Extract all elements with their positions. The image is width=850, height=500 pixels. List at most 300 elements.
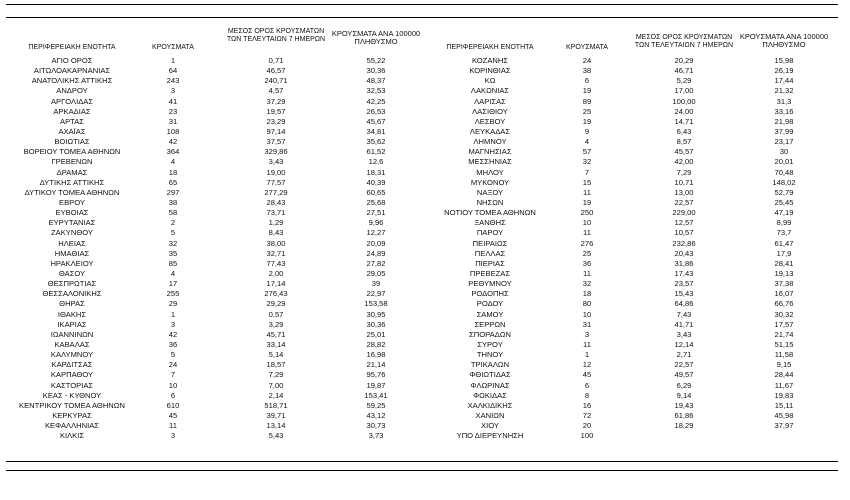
cell-cases-right: 24	[582, 56, 592, 65]
cell-per100k-left: 40,39	[366, 177, 386, 187]
header-avg-left-line1: ΜΕΣΟΣ ΟΡΟΣ ΚΡΟΥΣΜΑΤΩΝ	[227, 28, 325, 35]
cell-region-right: ΚΟΡΙΝΘΙΑΣ	[469, 66, 511, 76]
cell-avg-left: 3,29	[268, 319, 284, 329]
cell-per100k-left: 22,97	[366, 289, 386, 299]
cell-cases-right: 25	[582, 106, 592, 116]
cell-avg-right: 12,14	[674, 339, 694, 349]
cell-per100k-left: 28,82	[366, 339, 386, 349]
cell-region-right: ΜΑΓΝΗΣΙΑΣ	[468, 147, 512, 157]
cell-per100k-right: 37,97	[774, 421, 794, 431]
cell-region-right: ΠΙΕΡΙΑΣ	[475, 258, 505, 268]
table-row	[0, 66, 850, 76]
cell-region-right: ΚΩ	[484, 76, 496, 86]
cell-cases-right: 11	[583, 268, 591, 278]
cell-cases-left: 11	[169, 421, 177, 431]
cell-cases-left: 42	[168, 137, 178, 147]
table-row	[0, 421, 850, 431]
cell-region-right: ΚΟΖΑΝΗΣ	[471, 56, 509, 65]
cell-region-left: ΕΥΡΥΤΑΝΙΑΣ	[48, 218, 96, 228]
cell-region-left: ΚΑΡΔΙΤΣΑΣ	[51, 360, 93, 370]
cell-per100k-left: 26,53	[366, 106, 386, 116]
cell-cases-left: 243	[166, 76, 180, 86]
cell-region-left: ΙΚΑΡΙΑΣ	[57, 319, 87, 329]
cell-cases-right: 10	[582, 218, 592, 228]
cell-avg-right: 6,29	[676, 380, 692, 390]
header-top-rule	[6, 17, 838, 18]
cell-region-left: ΑΙΤΩΛΟΑΚΑΡΝΑΝΙΑΣ	[33, 66, 111, 76]
cell-cases-right: 45	[582, 370, 592, 380]
cell-cases-right: 7	[584, 167, 590, 177]
cell-cases-left: 85	[168, 258, 178, 268]
header-cases-left: ΚΡΟΥΣΜΑΤΑ	[152, 44, 194, 51]
header-per100k-right	[726, 33, 842, 49]
cell-region-left: ΑΓΙΟ ΟΡΟΣ	[51, 56, 93, 65]
cell-per100k-right: 21,74	[774, 329, 794, 339]
cell-per100k-left: 42,25	[366, 96, 386, 106]
cell-region-right: ΝΑΞΟΥ	[476, 187, 504, 197]
cell-avg-right: 5,29	[676, 76, 692, 86]
cell-cases-left: 4	[170, 157, 176, 167]
cell-cases-right: 19	[582, 197, 592, 207]
table-row	[0, 320, 850, 330]
table-row	[0, 218, 850, 228]
cell-cases-right: 80	[582, 299, 592, 309]
cell-cases-right: 12	[582, 360, 592, 370]
cell-avg-left: 2,00	[268, 268, 284, 278]
cell-per100k-right: 16,07	[774, 289, 794, 299]
cell-avg-left: 37,57	[266, 137, 286, 147]
cell-avg-left: 0,71	[268, 56, 284, 65]
cell-cases-left: 64	[168, 66, 178, 76]
cell-region-right: ΣΥΡΟΥ	[477, 339, 503, 349]
cell-region-left: ΑΡΓΟΛΙΔΑΣ	[50, 96, 94, 106]
cell-avg-right: 17,00	[674, 86, 694, 96]
cell-cases-right: 32	[582, 157, 592, 167]
cell-region-left: ΘΕΣΠΡΩΤΙΑΣ	[47, 279, 97, 289]
cell-region-right: ΜΕΣΣΗΝΙΑΣ	[468, 157, 512, 167]
table-row	[0, 56, 850, 66]
cell-avg-right: 7,43	[676, 309, 692, 319]
cell-avg-left: 2,14	[268, 390, 284, 400]
cell-avg-left: 5,14	[268, 350, 284, 360]
cell-avg-left: 4,57	[268, 86, 284, 96]
cell-per100k-left: 39	[371, 279, 381, 289]
table-row	[0, 360, 850, 370]
cell-cases-left: 18	[168, 167, 178, 177]
cell-avg-left: 13,14	[266, 421, 286, 431]
header-per100k-left-line2: ΠΛΗΘΥΣΜΟ	[354, 37, 398, 46]
table-row	[0, 228, 850, 238]
cell-avg-left: 32,71	[266, 248, 286, 258]
cell-cases-left: 3	[170, 86, 176, 96]
cell-region-left: ΑΧΑΪΑΣ	[58, 126, 86, 136]
cell-per100k-left: 32,53	[366, 86, 386, 96]
cell-per100k-right: 45,98	[774, 410, 794, 420]
cell-region-right: ΤΗΝΟΥ	[476, 350, 504, 360]
cell-cases-left: 6	[170, 390, 176, 400]
cell-per100k-left: 9,96	[368, 218, 384, 228]
cell-cases-right: 38	[582, 66, 592, 76]
table-row	[0, 391, 850, 401]
cell-cases-right: 9	[584, 126, 590, 136]
table-row	[0, 137, 850, 147]
cell-cases-right: 25	[582, 248, 592, 258]
bottom-rule-1	[6, 461, 838, 462]
cell-cases-right: 32	[582, 279, 592, 289]
cell-region-left: ΗΡΑΚΛΕΙΟΥ	[50, 258, 94, 268]
table-row	[0, 157, 850, 167]
cell-avg-left: 3,43	[268, 157, 284, 167]
cell-region-right: ΠΕΙΡΑΙΩΣ	[472, 238, 508, 248]
cell-per100k-left: 30,36	[366, 66, 386, 76]
cell-per100k-right: 25,45	[774, 197, 794, 207]
table-row	[0, 168, 850, 178]
cell-per100k-left: 24,89	[366, 248, 386, 258]
cell-region-left: ΚΑΣΤΟΡΙΑΣ	[50, 380, 94, 390]
table-row	[0, 279, 850, 289]
bottom-rule-2	[6, 470, 838, 471]
cell-avg-right: 23,57	[674, 279, 694, 289]
table-row	[0, 249, 850, 259]
cell-per100k-left: 18,31	[366, 167, 386, 177]
cell-avg-left: 28,43	[266, 197, 286, 207]
cell-region-right: ΦΩΚΙΔΑΣ	[473, 390, 507, 400]
cell-per100k-left: 34,81	[366, 126, 386, 136]
table-row	[0, 259, 850, 269]
cell-region-left: ΚΙΛΚΙΣ	[59, 431, 85, 441]
table-row	[0, 350, 850, 360]
cell-per100k-right: 15,11	[774, 400, 794, 410]
header-per100k-left	[318, 30, 434, 46]
cell-cases-right: 8	[584, 390, 590, 400]
cell-avg-right: 17,43	[674, 268, 694, 278]
cell-per100k-left: 59,25	[366, 400, 386, 410]
cell-region-left: ΑΡΚΑΔΙΑΣ	[53, 106, 91, 116]
table-row	[0, 107, 850, 117]
cell-avg-left: 97,14	[266, 126, 286, 136]
cell-region-right: ΝΟΤΙΟΥ ΤΟΜΕΑ ΑΘΗΝΩΝ	[444, 208, 536, 218]
cell-region-left: ΘΗΡΑΣ	[59, 299, 85, 309]
cell-cases-left: 3	[170, 319, 176, 329]
cell-cases-left: 297	[166, 187, 180, 197]
cell-cases-left: 42	[168, 329, 178, 339]
cell-region-right: ΛΗΜΝΟΥ	[473, 137, 507, 147]
cell-cases-right: 19	[582, 86, 592, 96]
cell-region-left: ΚΑΒΑΛΑΣ	[54, 339, 90, 349]
cell-region-left: ΔΥΤΙΚΟΥ ΤΟΜΕΑ ΑΘΗΝΩΝ	[24, 187, 120, 197]
cell-avg-right: 42,00	[674, 157, 694, 167]
cell-per100k-right: 28,44	[774, 370, 794, 380]
cell-avg-right: 22,57	[674, 197, 694, 207]
cell-cases-left: 255	[166, 289, 180, 299]
cell-region-right: ΣΕΡΡΩΝ	[474, 319, 506, 329]
cell-region-right: ΞΑΝΘΗΣ	[474, 218, 506, 228]
cell-per100k-left: 153,41	[364, 390, 388, 400]
cell-per100k-right: 73,7	[776, 228, 792, 238]
cell-avg-left: 1,29	[268, 218, 284, 228]
cell-region-right: ΝΗΣΩΝ	[476, 197, 504, 207]
cell-region-right: ΦΛΩΡΙΝΑΣ	[470, 380, 510, 390]
table-row	[0, 289, 850, 299]
cell-cases-left: 5	[170, 228, 176, 238]
cell-per100k-right: 23,17	[774, 137, 794, 147]
cell-avg-right: 232,86	[672, 238, 696, 248]
cell-avg-right: 46,71	[674, 66, 694, 76]
cell-per100k-right: 33,16	[774, 106, 794, 116]
cell-region-left: ΑΡΤΑΣ	[60, 116, 84, 126]
cell-region-left: ΗΜΑΘΙΑΣ	[54, 248, 90, 258]
table-row	[0, 97, 850, 107]
cell-cases-left: 17	[168, 279, 178, 289]
cell-per100k-right: 11,58	[774, 350, 794, 360]
cell-avg-left: 19,00	[266, 167, 286, 177]
cell-per100k-left: 95,76	[366, 370, 386, 380]
cell-avg-right: 19,43	[674, 400, 694, 410]
cell-avg-left: 46,57	[266, 66, 286, 76]
cell-region-right: ΛΕΣΒΟΥ	[474, 116, 506, 126]
cell-cases-right: 3	[584, 329, 590, 339]
cell-per100k-left: 16,98	[366, 350, 386, 360]
cell-per100k-left: 3,73	[368, 431, 384, 441]
cell-avg-left: 29,29	[266, 299, 286, 309]
cell-region-right: ΜΥΚΟΝΟΥ	[470, 177, 510, 187]
cell-per100k-left: 21,14	[366, 360, 386, 370]
cell-cases-left: 41	[168, 96, 178, 106]
cell-avg-right: 100,00	[672, 96, 696, 106]
cell-cases-right: 72	[582, 410, 592, 420]
cell-cases-left: 65	[168, 177, 178, 187]
cell-region-right: ΡΟΔΟΠΗΣ	[471, 289, 509, 299]
cell-region-left: ΚΑΛΥΜΝΟΥ	[50, 350, 94, 360]
cell-cases-left: 610	[166, 400, 180, 410]
cell-cases-right: 276	[580, 238, 594, 248]
cell-cases-right: 31	[582, 319, 592, 329]
table-row	[0, 340, 850, 350]
cell-avg-left: 23,29	[266, 116, 286, 126]
cell-per100k-right: 37,99	[774, 126, 794, 136]
cell-avg-left: 73,71	[266, 208, 286, 218]
cell-per100k-right: 66,76	[774, 299, 794, 309]
cell-avg-right: 45,57	[674, 147, 694, 157]
cell-region-left: ΑΝΑΤΟΛΙΚΗΣ ΑΤΤΙΚΗΣ	[31, 76, 113, 86]
cell-cases-left: 35	[168, 248, 178, 258]
table-row	[0, 370, 850, 380]
cell-per100k-right: 11,67	[774, 380, 794, 390]
cell-cases-left: 2	[170, 218, 176, 228]
cell-avg-left: 37,29	[266, 96, 286, 106]
cell-region-right: ΛΑΣΙΘΙΟΥ	[472, 106, 508, 116]
cell-per100k-right: 148,02	[772, 177, 796, 187]
cell-avg-left: 0,57	[268, 309, 284, 319]
cell-region-left: ΓΡΕΒΕΝΩΝ	[51, 157, 93, 167]
cell-region-left: ΑΝΔΡΟΥ	[56, 86, 88, 96]
cell-cases-left: 1	[170, 56, 176, 65]
cell-avg-right: 2,71	[676, 350, 692, 360]
cell-per100k-left: 35,62	[366, 137, 386, 147]
cell-cases-left: 38	[168, 197, 178, 207]
cell-avg-right: 229,00	[672, 208, 696, 218]
cell-cases-left: 10	[168, 380, 178, 390]
cell-per100k-left: 60,65	[366, 187, 386, 197]
cell-per100k-right: 30,32	[774, 309, 794, 319]
cell-per100k-left: 43,12	[366, 410, 386, 420]
cell-per100k-left: 61,52	[366, 147, 386, 157]
cell-per100k-right: 70,48	[774, 167, 794, 177]
cell-per100k-right: 17,57	[774, 319, 794, 329]
table-row	[0, 76, 850, 86]
cell-region-right: ΣΠΟΡΑΔΩΝ	[469, 329, 511, 339]
data-table	[0, 56, 850, 441]
cell-region-left: ΚΕΑΣ - ΚΥΘΝΟΥ	[42, 390, 102, 400]
cell-per100k-right: 19,83	[774, 390, 794, 400]
cell-cases-right: 11	[583, 339, 591, 349]
cell-region-right: ΛΕΥΚΑΔΑΣ	[469, 126, 511, 136]
cell-per100k-right: 21,32	[774, 86, 794, 96]
cell-region-right: ΜΗΛΟΥ	[476, 167, 504, 177]
cell-per100k-right: 51,15	[774, 339, 794, 349]
cell-region-left: ΗΛΕΙΑΣ	[58, 238, 86, 248]
table-row	[0, 269, 850, 279]
table-row	[0, 431, 850, 441]
cell-per100k-right: 30	[779, 147, 789, 157]
cell-cases-right: 11	[583, 228, 591, 238]
cell-avg-left: 77,57	[266, 177, 286, 187]
cell-cases-right: 100	[580, 431, 594, 441]
table-row	[0, 147, 850, 157]
table-row	[0, 401, 850, 411]
cell-per100k-left: 48,37	[366, 76, 386, 86]
cell-cases-left: 5	[170, 350, 176, 360]
table-row	[0, 198, 850, 208]
cell-avg-right: 6,43	[676, 126, 692, 136]
cell-region-left: ΔΡΑΜΑΣ	[56, 167, 88, 177]
cell-per100k-left: 12,27	[366, 228, 386, 238]
cell-avg-left: 329,86	[264, 147, 288, 157]
cell-per100k-left: 55,22	[366, 56, 386, 65]
cell-cases-right: 11	[583, 187, 591, 197]
cell-cases-right: 16	[582, 400, 592, 410]
cell-cases-left: 3	[170, 431, 176, 441]
cell-per100k-left: 30,73	[366, 421, 386, 431]
cell-region-left: ΔΥΤΙΚΗΣ ΑΤΤΙΚΗΣ	[39, 177, 105, 187]
cell-cases-left: 4	[170, 268, 176, 278]
cell-per100k-left: 153,58	[364, 299, 388, 309]
cell-avg-right: 20,29	[674, 56, 694, 65]
cell-region-right: ΠΡΕΒΕΖΑΣ	[469, 268, 511, 278]
cell-region-right: ΠΕΛΛΑΣ	[474, 248, 506, 258]
table-row	[0, 117, 850, 127]
cell-per100k-left: 20,09	[366, 238, 386, 248]
header-per100k-left-line1: ΚΡΟΥΣΜΑΤΑ ΑΝΑ 100000	[331, 29, 421, 38]
cell-avg-left: 277,29	[264, 187, 288, 197]
header-region-right: ΠΕΡΙΦΕΡΕΙΑΚΗ ΕΝΟΤΗΤΑ	[446, 44, 534, 51]
cell-cases-left: 36	[168, 339, 178, 349]
cell-avg-left: 17,14	[266, 279, 286, 289]
cell-region-right: ΣΑΜΟΥ	[476, 309, 504, 319]
cell-region-left: ΕΒΡΟΥ	[59, 197, 85, 207]
cell-per100k-left: 19,87	[366, 380, 386, 390]
cell-cases-right: 57	[582, 147, 592, 157]
cell-region-left: ΚΕΡΚΥΡΑΣ	[52, 410, 92, 420]
cell-region-left: ΚΕΝΤΡΙΚΟΥ ΤΟΜΕΑ ΑΘΗΝΩΝ	[19, 400, 125, 410]
cell-cases-right: 6	[584, 76, 590, 86]
cell-per100k-right: 17,9	[776, 248, 792, 258]
cell-per100k-left: 25,01	[366, 329, 386, 339]
cell-region-left: ΚΕΦΑΛΛΗΝΙΑΣ	[44, 421, 100, 431]
cell-avg-left: 5,43	[268, 431, 284, 441]
header-cases-right: ΚΡΟΥΣΜΑΤΑ	[566, 44, 608, 51]
cell-region-right: ΧΑΛΚΙΔΙΚΗΣ	[467, 400, 513, 410]
cell-cases-right: 89	[582, 96, 592, 106]
cell-region-left: ΖΑΚΥΝΘΟΥ	[51, 228, 93, 238]
cell-region-right: ΛΑΚΩΝΙΑΣ	[470, 86, 510, 96]
cell-avg-right: 18,29	[674, 421, 694, 431]
cell-avg-right: 8,57	[676, 137, 692, 147]
cell-avg-right: 64,86	[674, 299, 694, 309]
cell-per100k-right: 47,19	[774, 208, 794, 218]
cell-avg-left: 276,43	[264, 289, 288, 299]
cell-per100k-right: 8,99	[776, 218, 792, 228]
table-row	[0, 178, 850, 188]
cell-cases-right: 4	[584, 137, 590, 147]
cell-region-left: ΕΥΒΟΙΑΣ	[55, 208, 89, 218]
cell-per100k-right: 52,79	[774, 187, 794, 197]
cell-cases-left: 23	[168, 106, 178, 116]
cell-avg-right: 24,00	[674, 106, 694, 116]
cell-per100k-left: 25,68	[366, 197, 386, 207]
cell-avg-left: 45,71	[266, 329, 286, 339]
cell-avg-left: 7,29	[268, 370, 284, 380]
cell-per100k-left: 27,82	[366, 258, 386, 268]
header-per100k-right-line2: ΠΛΗΘΥΣΜΟ	[762, 40, 806, 49]
cell-cases-left: 32	[168, 238, 178, 248]
header-avg-right-line1: ΜΕΣΟΣ ΟΡΟΣ ΚΡΟΥΣΜΑΤΩΝ	[635, 34, 733, 41]
cell-avg-right: 9,14	[676, 390, 692, 400]
cell-cases-right: 15	[582, 177, 592, 187]
cell-avg-right: 13,00	[674, 187, 694, 197]
cell-avg-left: 518,71	[264, 400, 288, 410]
header-avg-right-line2: ΤΩΝ ΤΕΛΕΥΤΑΙΩΝ 7 ΗΜΕΡΩΝ	[634, 42, 734, 49]
cell-avg-right: 31,86	[674, 258, 694, 268]
cell-region-right: ΧΙΟΥ	[481, 421, 499, 431]
cell-region-left: ΒΟΡΕΙΟΥ ΤΟΜΕΑ ΑΘΗΝΩΝ	[23, 147, 121, 157]
cell-per100k-right: 28,41	[774, 258, 794, 268]
cell-avg-left: 7,00	[268, 380, 284, 390]
cell-per100k-right: 15,98	[774, 56, 794, 65]
cell-avg-right: 7,29	[676, 167, 692, 177]
cell-region-left: ΚΑΡΠΑΘΟΥ	[50, 370, 94, 380]
table-row	[0, 381, 850, 391]
cell-per100k-right: 19,13	[774, 268, 794, 278]
cell-per100k-right: 21,98	[774, 116, 794, 126]
header-avg-left-line2: ΤΩΝ ΤΕΛΕΥΤΑΙΩΝ 7 ΗΜΕΡΩΝ	[226, 36, 326, 43]
cell-per100k-right: 17,44	[774, 76, 794, 86]
cell-region-left: ΘΕΣΣΑΛΟΝΙΚΗΣ	[42, 289, 102, 299]
cell-avg-right: 12,57	[674, 218, 694, 228]
table-row	[0, 299, 850, 309]
cell-cases-right: 6	[584, 380, 590, 390]
cell-avg-left: 33,14	[266, 339, 286, 349]
cell-region-right: ΛΑΡΙΣΑΣ	[474, 96, 506, 106]
cell-avg-right: 3,43	[676, 329, 692, 339]
header-region-left: ΠΕΡΙΦΕΡΕΙΑΚΗ ΕΝΟΤΗΤΑ	[28, 44, 116, 51]
cell-per100k-right: 37,38	[774, 279, 794, 289]
cell-region-right: ΠΑΡΟΥ	[476, 228, 504, 238]
cell-per100k-left: 30,36	[366, 319, 386, 329]
cell-cases-left: 1	[170, 309, 176, 319]
table-row	[0, 239, 850, 249]
table-row	[0, 208, 850, 218]
